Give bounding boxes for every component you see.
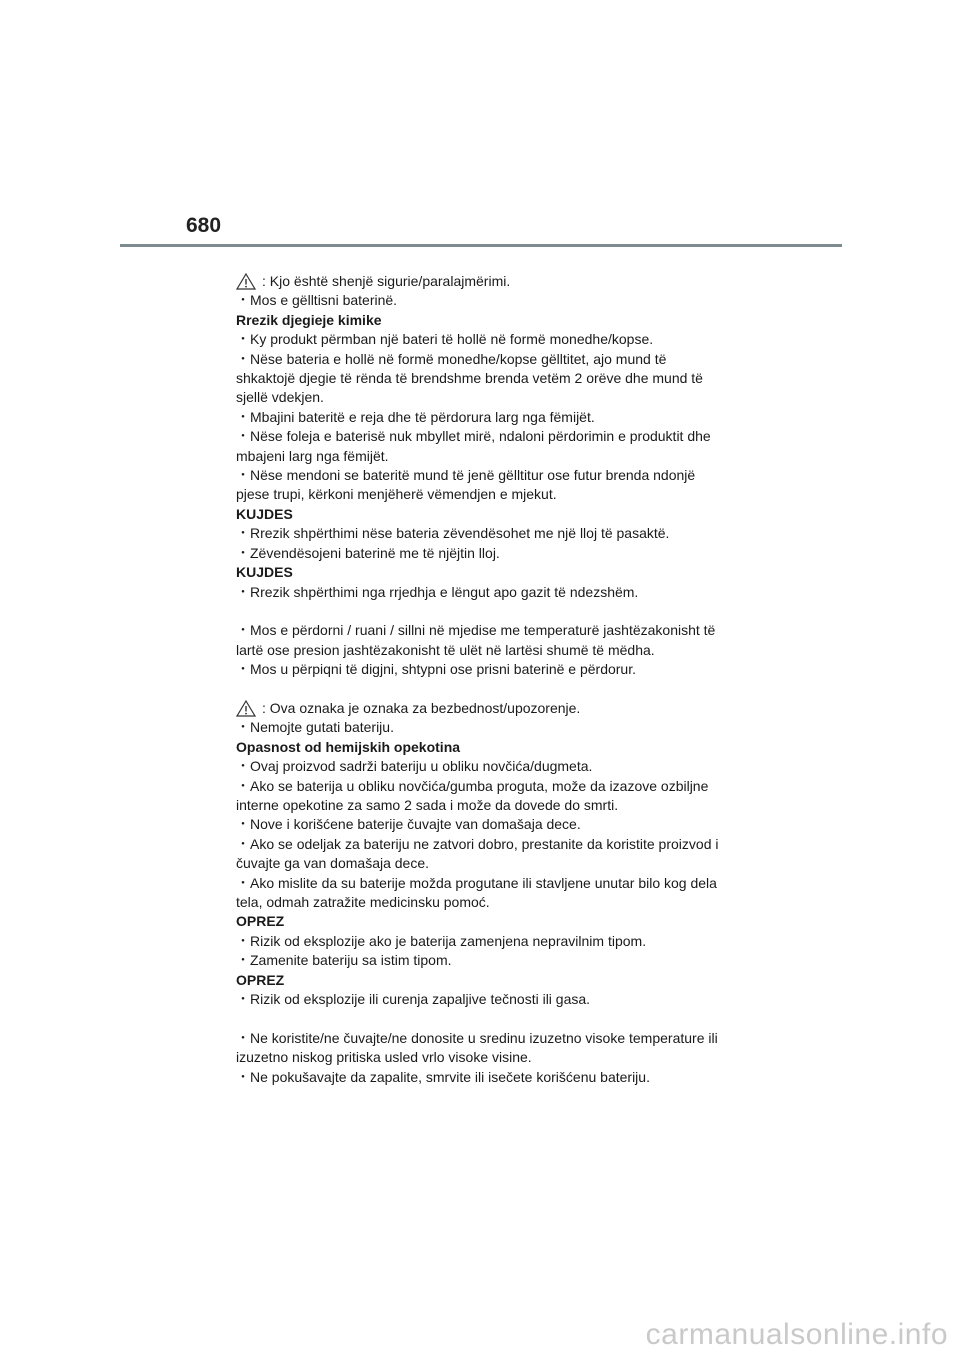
warning-note-text: : Kjo është shenjë sigurie/paralajmërimi. — [262, 273, 511, 289]
section-sr — [236, 718, 719, 1087]
section-heading: KUJDES — [236, 505, 293, 522]
section-heading: Rrezik djegieje kimike — [236, 311, 382, 328]
footer-watermark: carmanualsonline.info — [645, 1318, 948, 1351]
paragraph-gap — [236, 602, 716, 621]
text-line: ・ Rrezik shpërthimi nga rrjedhja e lëngut apo gazit të ndezshëm. — [236, 583, 716, 602]
text-line: ・ Zëvendësojeni baterinë me të njëjtin lloj. — [236, 544, 716, 563]
text-line: mbajeni larg nga fëmijët. — [236, 447, 389, 464]
warning-note-sq — [236, 272, 716, 291]
text-line: ・ Ovaj proizvod sadrži bateriju u obliku novčića/dugmeta. — [236, 757, 716, 776]
text-line: ・ Nëse foleja e baterisë nuk mbyllet mirë, ndaloni përdorimin e produktit dhe — [236, 427, 716, 446]
text-line: pjese trupi, kërkoni menjëherë vëmendjen e mjekut. — [236, 486, 557, 503]
section-heading: OPREZ — [236, 913, 285, 930]
text-line: ・ Ky produkt përmban një bateri të hollë në formë monedhe/kopse. — [236, 330, 716, 349]
warning-note-text: : Ova oznaka je oznaka za bezbednost/upozorenje. — [262, 699, 581, 716]
header-rule — [120, 244, 842, 247]
text-line: ・ Nemojte gutati bateriju. — [236, 718, 716, 737]
text-line: ・ Ako mislite da su baterije možda progutane ili stavljene unutar bilo kog dela — [236, 874, 716, 893]
text-line: interne opekotine za samo 2 sada i može da dovede do smrti. — [236, 796, 619, 813]
section-sq — [236, 291, 716, 679]
text-line: ・ Nëse bateria e hollë në formë monedhe/kopse gëlltitet, ajo mund të — [236, 350, 716, 369]
warning-triangle-icon — [236, 273, 256, 290]
page-number: 680 — [186, 214, 222, 237]
text-line: sjellë vdekjen. — [236, 389, 324, 406]
text-line: ・ Nove i korišćene baterije čuvajte van domašaja dece. — [236, 815, 716, 834]
text-line: ・ Zamenite bateriju sa istim tipom. — [236, 951, 716, 970]
text-line: čuvajte ga van domašaja dece. — [236, 855, 430, 872]
text-line: izuzetno niskog pritiska usled vrlo visoke visine. — [236, 1049, 532, 1066]
section-heading: Opasnost od hemijskih opekotina — [236, 738, 461, 755]
section-heading: KUJDES — [236, 564, 293, 581]
text-line: ・ Rizik od eksplozije ako je baterija zamenjena nepravilnim tipom. — [236, 932, 716, 951]
text-line: tela, odmah zatražite medicinsku pomoć. — [236, 893, 490, 910]
text-line: ・ Rizik od eksplozije ili curenja zapaljive tečnosti ili gasa. — [236, 990, 716, 1009]
warning-triangle-icon — [236, 700, 256, 717]
text-line: ・ Nëse mendoni se bateritë mund të jenë gëlltitur ose futur brenda ndonjë — [236, 466, 716, 485]
paragraph-gap — [236, 1009, 716, 1028]
text-line: ・ Rrezik shpërthimi nëse bateria zëvendësohet me një lloj të pasaktë. — [236, 524, 716, 543]
section-gap — [236, 680, 716, 699]
text-line: ・ Ako se odeljak za bateriju ne zatvori dobro, prestanite da koristite proizvod i — [236, 835, 716, 854]
text-line: shkaktojë djegie të rënda të brendshme brenda vetëm 2 orëve dhe mund të — [236, 370, 703, 387]
warning-note-sr — [236, 699, 716, 718]
section-heading: OPREZ — [236, 971, 285, 988]
text-line: ・ Mos e përdorni / ruani / sillni në mjedise me temperaturë jashtëzakonisht të — [236, 621, 716, 640]
text-line: ・ Ako se baterija u obliku novčića/gumba proguta, može da izazove ozbiljne — [236, 777, 716, 796]
text-line: ・ Ne pokušavajte da zapalite, smrvite ili isečete korišćenu bateriju. — [236, 1068, 716, 1087]
text-line: lartë ose presion jashtëzakonisht të ulët në lartësi shumë të mëdha. — [236, 641, 655, 658]
text-line: ・ Mos u përpiqni të digjni, shtypni ose prisni baterinë e përdorur. — [236, 660, 716, 679]
text-line: ・ Mos e gëlltisni baterinë. — [236, 291, 716, 310]
text-line: ・ Mbajini bateritë e reja dhe të përdorura larg nga fëmijët. — [236, 408, 716, 427]
text-line: ・ Ne koristite/ne čuvajte/ne donosite u sredinu izuzetno visoke temperature ili — [236, 1029, 716, 1048]
page-content — [236, 272, 719, 1087]
